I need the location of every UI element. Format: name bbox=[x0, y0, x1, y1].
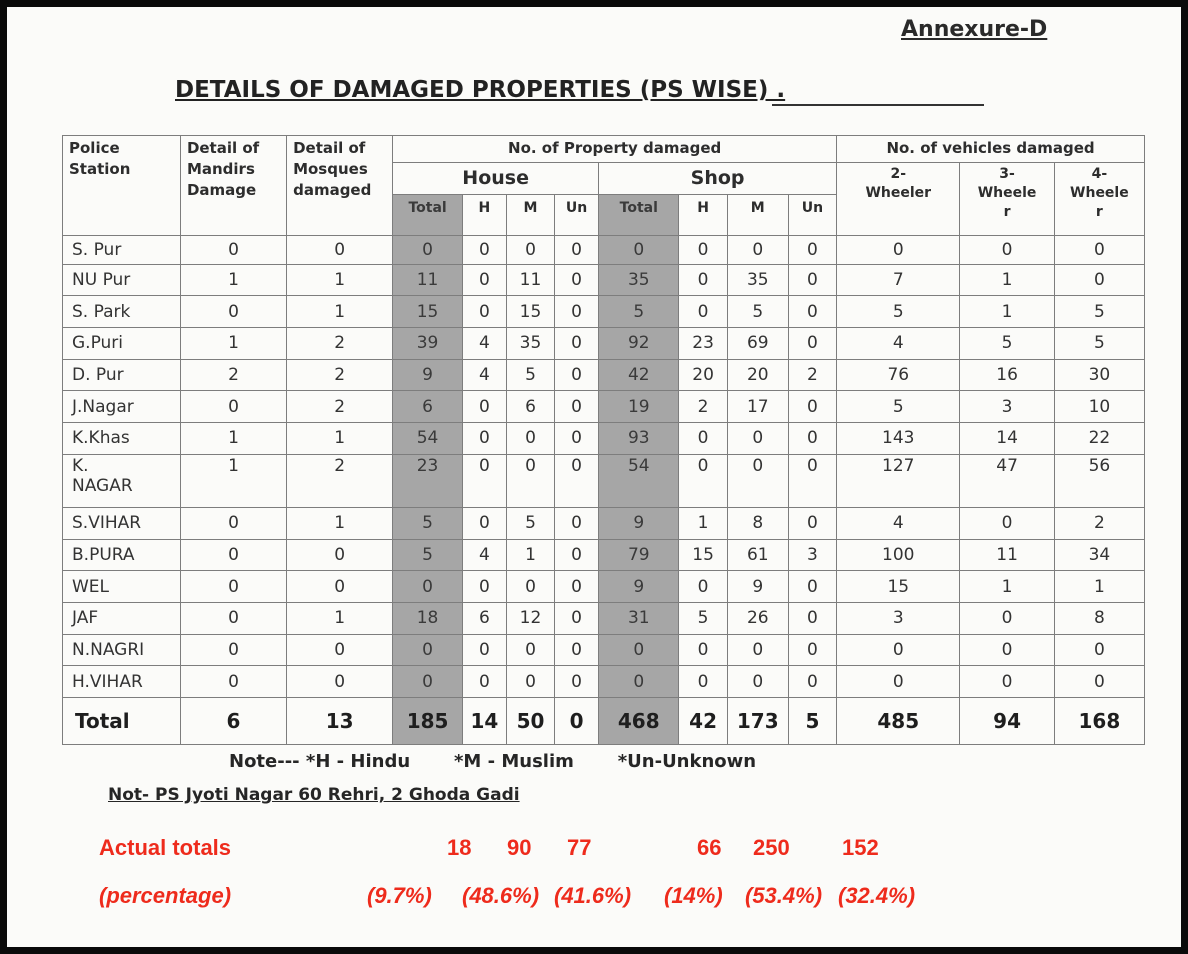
cell-house-m: 1 bbox=[506, 539, 554, 571]
cell-house-m: 0 bbox=[506, 666, 554, 698]
cell-shop-m: 69 bbox=[727, 328, 788, 360]
cell-shop-h: 0 bbox=[679, 571, 727, 603]
cell-shop-total: 92 bbox=[599, 328, 679, 360]
cell-house-un: 0 bbox=[555, 423, 599, 455]
header-3-wheeler: 3- Wheele r bbox=[960, 162, 1054, 236]
percentage-house-m: (48.6%) bbox=[462, 883, 540, 908]
cell-shop-total: 79 bbox=[599, 539, 679, 571]
table-row bbox=[63, 507, 1145, 539]
cell-2-wheeler: 127 bbox=[837, 454, 960, 507]
cell-house-m: 12 bbox=[506, 602, 554, 634]
cell-house-un: 0 bbox=[555, 697, 599, 744]
cell-station: S. Park bbox=[63, 296, 181, 328]
cell-house-un: 0 bbox=[555, 602, 599, 634]
percentage-shop-un: (32.4%) bbox=[838, 883, 916, 908]
cell-4-wheeler: 0 bbox=[1054, 666, 1144, 698]
cell-shop-total: 9 bbox=[599, 507, 679, 539]
cell-3-wheeler: 47 bbox=[960, 454, 1054, 507]
cell-house-h: 6 bbox=[462, 602, 506, 634]
cell-house-total: 5 bbox=[393, 507, 463, 539]
cell-house-h: 0 bbox=[462, 423, 506, 455]
cell-mosques: 2 bbox=[287, 391, 393, 423]
cell-4-wheeler: 30 bbox=[1054, 359, 1144, 391]
cell-3-wheeler: 94 bbox=[960, 697, 1054, 744]
cell-house-m: 11 bbox=[506, 264, 554, 296]
cell-shop-m: 0 bbox=[727, 634, 788, 666]
damaged-properties-table bbox=[62, 135, 1145, 745]
cell-4-wheeler: 0 bbox=[1054, 264, 1144, 296]
cell-mandirs: 1 bbox=[180, 423, 286, 455]
cell-house-m: 0 bbox=[506, 236, 554, 265]
cell-house-h: 0 bbox=[462, 454, 506, 507]
cell-station: J.Nagar bbox=[63, 391, 181, 423]
table-row bbox=[63, 296, 1145, 328]
cell-house-un: 0 bbox=[555, 296, 599, 328]
cell-house-h: 0 bbox=[462, 507, 506, 539]
cell-2-wheeler: 0 bbox=[837, 666, 960, 698]
cell-house-total: 23 bbox=[393, 454, 463, 507]
cell-shop-un: 0 bbox=[788, 507, 836, 539]
cell-shop-un: 0 bbox=[788, 391, 836, 423]
cell-station: S. Pur bbox=[63, 236, 181, 265]
cell-house-m: 5 bbox=[506, 359, 554, 391]
cell-mandirs: 0 bbox=[180, 634, 286, 666]
cell-shop-h: 0 bbox=[679, 236, 727, 265]
table-row bbox=[63, 264, 1145, 296]
cell-2-wheeler: 0 bbox=[837, 236, 960, 265]
cell-shop-h: 2 bbox=[679, 391, 727, 423]
cell-3-wheeler: 1 bbox=[960, 296, 1054, 328]
cell-shop-h: 20 bbox=[679, 359, 727, 391]
cell-4-wheeler: 2 bbox=[1054, 507, 1144, 539]
cell-3-wheeler: 3 bbox=[960, 391, 1054, 423]
cell-4-wheeler: 1 bbox=[1054, 571, 1144, 603]
header-shop-total: Total bbox=[599, 195, 679, 236]
cell-house-total: 0 bbox=[393, 666, 463, 698]
cell-house-un: 0 bbox=[555, 454, 599, 507]
cell-mosques: 0 bbox=[287, 539, 393, 571]
cell-station: WEL bbox=[63, 571, 181, 603]
cell-house-m: 5 bbox=[506, 507, 554, 539]
cell-mandirs: 0 bbox=[180, 296, 286, 328]
cell-mandirs: 1 bbox=[180, 328, 286, 360]
cell-house-h: 0 bbox=[462, 236, 506, 265]
cell-house-total: 0 bbox=[393, 571, 463, 603]
header-house-total: Total bbox=[393, 195, 463, 236]
cell-2-wheeler: 0 bbox=[837, 634, 960, 666]
header-shop-un: Un bbox=[788, 195, 836, 236]
cell-2-wheeler: 3 bbox=[837, 602, 960, 634]
cell-house-h: 0 bbox=[462, 571, 506, 603]
cell-house-h: 4 bbox=[462, 359, 506, 391]
cell-3-wheeler: 1 bbox=[960, 571, 1054, 603]
cell-shop-total: 0 bbox=[599, 666, 679, 698]
cell-shop-m: 173 bbox=[727, 697, 788, 744]
cell-shop-m: 5 bbox=[727, 296, 788, 328]
cell-house-total: 39 bbox=[393, 328, 463, 360]
cell-3-wheeler: 0 bbox=[960, 236, 1054, 265]
table-row bbox=[63, 634, 1145, 666]
cell-3-wheeler: 0 bbox=[960, 666, 1054, 698]
cell-4-wheeler: 56 bbox=[1054, 454, 1144, 507]
cell-station: K.Khas bbox=[63, 423, 181, 455]
header-mosques: Detail of Mosques damaged bbox=[287, 136, 393, 236]
cell-house-total: 18 bbox=[393, 602, 463, 634]
title-underline bbox=[772, 104, 984, 106]
cell-3-wheeler: 0 bbox=[960, 602, 1054, 634]
cell-3-wheeler: 0 bbox=[960, 507, 1054, 539]
cell-house-total: 9 bbox=[393, 359, 463, 391]
cell-3-wheeler: 16 bbox=[960, 359, 1054, 391]
cell-4-wheeler: 5 bbox=[1054, 296, 1144, 328]
cell-shop-h: 0 bbox=[679, 264, 727, 296]
cell-house-m: 0 bbox=[506, 454, 554, 507]
table-row bbox=[63, 328, 1145, 360]
cell-shop-total: 5 bbox=[599, 296, 679, 328]
header-shop: Shop bbox=[599, 162, 837, 195]
cell-shop-m: 9 bbox=[727, 571, 788, 603]
cell-house-h: 4 bbox=[462, 539, 506, 571]
cell-house-un: 0 bbox=[555, 359, 599, 391]
percentage-label: (percentage) bbox=[99, 883, 232, 908]
cell-mandirs: 0 bbox=[180, 539, 286, 571]
cell-house-un: 0 bbox=[555, 507, 599, 539]
cell-mosques: 2 bbox=[287, 454, 393, 507]
cell-house-m: 0 bbox=[506, 634, 554, 666]
cell-house-un: 0 bbox=[555, 539, 599, 571]
cell-shop-un: 2 bbox=[788, 359, 836, 391]
cell-house-m: 50 bbox=[506, 697, 554, 744]
cell-shop-total: 93 bbox=[599, 423, 679, 455]
cell-station: D. Pur bbox=[63, 359, 181, 391]
cell-4-wheeler: 8 bbox=[1054, 602, 1144, 634]
cell-4-wheeler: 168 bbox=[1054, 697, 1144, 744]
header-4-wheeler: 4- Wheele r bbox=[1054, 162, 1144, 236]
cell-4-wheeler: 0 bbox=[1054, 236, 1144, 265]
cell-shop-un: 0 bbox=[788, 264, 836, 296]
table-row bbox=[63, 359, 1145, 391]
cell-mandirs: 1 bbox=[180, 264, 286, 296]
cell-station: H.VIHAR bbox=[63, 666, 181, 698]
cell-4-wheeler: 34 bbox=[1054, 539, 1144, 571]
header-mandirs: Detail of Mandirs Damage bbox=[180, 136, 286, 236]
cell-2-wheeler: 15 bbox=[837, 571, 960, 603]
percentage-house-un: (41.6%) bbox=[554, 883, 632, 908]
cell-shop-total: 54 bbox=[599, 454, 679, 507]
cell-house-total: 15 bbox=[393, 296, 463, 328]
cell-2-wheeler: 5 bbox=[837, 391, 960, 423]
cell-house-h: 0 bbox=[462, 264, 506, 296]
footnote: Not- PS Jyoti Nagar 60 Rehri, 2 Ghoda Gadi bbox=[108, 785, 520, 805]
cell-house-total: 54 bbox=[393, 423, 463, 455]
legend-note: Note--- *H - Hindu *M - Muslim *Un-Unknown bbox=[229, 751, 757, 772]
actual-total-shop-un: 152 bbox=[842, 835, 879, 860]
cell-mosques: 1 bbox=[287, 423, 393, 455]
cell-station: N.NAGRI bbox=[63, 634, 181, 666]
cell-house-un: 0 bbox=[555, 391, 599, 423]
cell-mosques: 0 bbox=[287, 571, 393, 603]
cell-shop-m: 0 bbox=[727, 236, 788, 265]
cell-station: B.PURA bbox=[63, 539, 181, 571]
cell-station: G.Puri bbox=[63, 328, 181, 360]
cell-house-un: 0 bbox=[555, 328, 599, 360]
cell-house-total: 0 bbox=[393, 236, 463, 265]
cell-house-total: 185 bbox=[393, 697, 463, 744]
cell-shop-h: 42 bbox=[679, 697, 727, 744]
table-row bbox=[63, 391, 1145, 423]
cell-2-wheeler: 5 bbox=[837, 296, 960, 328]
table-row bbox=[63, 666, 1145, 698]
cell-station: K. NAGAR bbox=[63, 454, 181, 507]
cell-shop-un: 0 bbox=[788, 296, 836, 328]
cell-mandirs: 0 bbox=[180, 391, 286, 423]
cell-shop-h: 5 bbox=[679, 602, 727, 634]
cell-house-m: 0 bbox=[506, 571, 554, 603]
cell-shop-m: 26 bbox=[727, 602, 788, 634]
cell-2-wheeler: 4 bbox=[837, 507, 960, 539]
cell-house-h: 4 bbox=[462, 328, 506, 360]
cell-shop-h: 15 bbox=[679, 539, 727, 571]
cell-shop-m: 0 bbox=[727, 454, 788, 507]
cell-shop-h: 0 bbox=[679, 423, 727, 455]
cell-house-un: 0 bbox=[555, 666, 599, 698]
percentage-shop-h: (14%) bbox=[664, 883, 723, 908]
cell-mandirs: 0 bbox=[180, 236, 286, 265]
header-house: House bbox=[393, 162, 599, 195]
cell-mandirs: 2 bbox=[180, 359, 286, 391]
cell-house-h: 14 bbox=[462, 697, 506, 744]
table-row bbox=[63, 236, 1145, 265]
table-row bbox=[63, 454, 1145, 507]
cell-shop-m: 8 bbox=[727, 507, 788, 539]
header-house-un: Un bbox=[555, 195, 599, 236]
header-police-station: Police Station bbox=[63, 136, 181, 236]
cell-station: JAF bbox=[63, 602, 181, 634]
actual-total-shop-m: 250 bbox=[753, 835, 790, 860]
cell-shop-un: 0 bbox=[788, 454, 836, 507]
cell-house-un: 0 bbox=[555, 571, 599, 603]
cell-house-un: 0 bbox=[555, 264, 599, 296]
actual-total-shop-h: 66 bbox=[697, 835, 722, 860]
cell-shop-m: 20 bbox=[727, 359, 788, 391]
cell-shop-total: 35 bbox=[599, 264, 679, 296]
cell-2-wheeler: 143 bbox=[837, 423, 960, 455]
cell-shop-h: 23 bbox=[679, 328, 727, 360]
cell-shop-un: 0 bbox=[788, 423, 836, 455]
cell-2-wheeler: 485 bbox=[837, 697, 960, 744]
cell-4-wheeler: 0 bbox=[1054, 634, 1144, 666]
table-row bbox=[63, 423, 1145, 455]
cell-shop-m: 61 bbox=[727, 539, 788, 571]
cell-shop-total: 9 bbox=[599, 571, 679, 603]
percentage-shop-m: (53.4%) bbox=[745, 883, 823, 908]
header-property-group: No. of Property damaged bbox=[393, 136, 837, 163]
cell-shop-un: 5 bbox=[788, 697, 836, 744]
actual-total-house-h: 18 bbox=[447, 835, 472, 860]
cell-mosques: 13 bbox=[287, 697, 393, 744]
cell-mosques: 1 bbox=[287, 602, 393, 634]
cell-shop-un: 0 bbox=[788, 328, 836, 360]
cell-shop-total: 31 bbox=[599, 602, 679, 634]
cell-shop-total: 19 bbox=[599, 391, 679, 423]
annexure-label: Annexure-D bbox=[901, 17, 1048, 42]
cell-shop-m: 0 bbox=[727, 666, 788, 698]
cell-house-h: 0 bbox=[462, 634, 506, 666]
cell-mandirs: 0 bbox=[180, 571, 286, 603]
cell-3-wheeler: 5 bbox=[960, 328, 1054, 360]
cell-house-h: 0 bbox=[462, 296, 506, 328]
table-row bbox=[63, 539, 1145, 571]
cell-shop-un: 0 bbox=[788, 666, 836, 698]
actual-totals-label: Actual totals bbox=[99, 835, 232, 860]
cell-shop-m: 0 bbox=[727, 423, 788, 455]
cell-3-wheeler: 1 bbox=[960, 264, 1054, 296]
header-house-m: M bbox=[506, 195, 554, 236]
cell-mandirs: 0 bbox=[180, 507, 286, 539]
table-row bbox=[63, 571, 1145, 603]
cell-mosques: 2 bbox=[287, 359, 393, 391]
cell-4-wheeler: 5 bbox=[1054, 328, 1144, 360]
cell-shop-un: 0 bbox=[788, 236, 836, 265]
cell-shop-h: 0 bbox=[679, 634, 727, 666]
cell-2-wheeler: 7 bbox=[837, 264, 960, 296]
cell-mosques: 1 bbox=[287, 507, 393, 539]
header-vehicles-group: No. of vehicles damaged bbox=[837, 136, 1145, 163]
cell-station: NU Pur bbox=[63, 264, 181, 296]
actual-total-house-m: 90 bbox=[507, 835, 532, 860]
cell-2-wheeler: 4 bbox=[837, 328, 960, 360]
cell-3-wheeler: 14 bbox=[960, 423, 1054, 455]
cell-2-wheeler: 76 bbox=[837, 359, 960, 391]
cell-house-total: 0 bbox=[393, 634, 463, 666]
actual-total-house-un: 77 bbox=[567, 835, 592, 860]
percentage-house-h: (9.7%) bbox=[367, 883, 432, 908]
cell-station: Total bbox=[63, 697, 181, 744]
cell-shop-h: 0 bbox=[679, 454, 727, 507]
cell-house-h: 0 bbox=[462, 666, 506, 698]
header-shop-m: M bbox=[727, 195, 788, 236]
cell-mandirs: 1 bbox=[180, 454, 286, 507]
cell-mosques: 1 bbox=[287, 296, 393, 328]
cell-station: S.VIHAR bbox=[63, 507, 181, 539]
cell-mosques: 2 bbox=[287, 328, 393, 360]
total-row bbox=[63, 697, 1145, 744]
cell-mandirs: 6 bbox=[180, 697, 286, 744]
cell-mandirs: 0 bbox=[180, 602, 286, 634]
cell-shop-m: 17 bbox=[727, 391, 788, 423]
cell-house-total: 6 bbox=[393, 391, 463, 423]
cell-mosques: 0 bbox=[287, 666, 393, 698]
cell-house-m: 35 bbox=[506, 328, 554, 360]
cell-mosques: 1 bbox=[287, 264, 393, 296]
table-row bbox=[63, 602, 1145, 634]
cell-shop-total: 0 bbox=[599, 634, 679, 666]
cell-shop-total: 42 bbox=[599, 359, 679, 391]
cell-4-wheeler: 10 bbox=[1054, 391, 1144, 423]
cell-shop-h: 0 bbox=[679, 296, 727, 328]
cell-shop-un: 0 bbox=[788, 634, 836, 666]
cell-mosques: 0 bbox=[287, 236, 393, 265]
header-2-wheeler: 2- Wheeler bbox=[837, 162, 960, 236]
cell-house-un: 0 bbox=[555, 634, 599, 666]
cell-house-h: 0 bbox=[462, 391, 506, 423]
cell-house-un: 0 bbox=[555, 236, 599, 265]
cell-shop-h: 1 bbox=[679, 507, 727, 539]
cell-2-wheeler: 100 bbox=[837, 539, 960, 571]
cell-shop-h: 0 bbox=[679, 666, 727, 698]
cell-shop-un: 3 bbox=[788, 539, 836, 571]
cell-house-total: 5 bbox=[393, 539, 463, 571]
header-shop-h: H bbox=[679, 195, 727, 236]
cell-3-wheeler: 0 bbox=[960, 634, 1054, 666]
cell-shop-total: 468 bbox=[599, 697, 679, 744]
cell-4-wheeler: 22 bbox=[1054, 423, 1144, 455]
cell-shop-un: 0 bbox=[788, 571, 836, 603]
cell-house-total: 11 bbox=[393, 264, 463, 296]
cell-shop-m: 35 bbox=[727, 264, 788, 296]
page-title: DETAILS OF DAMAGED PROPERTIES (PS WISE) . bbox=[175, 77, 786, 103]
cell-mandirs: 0 bbox=[180, 666, 286, 698]
cell-mosques: 0 bbox=[287, 634, 393, 666]
header-house-h: H bbox=[462, 195, 506, 236]
cell-house-m: 6 bbox=[506, 391, 554, 423]
cell-shop-un: 0 bbox=[788, 602, 836, 634]
cell-3-wheeler: 11 bbox=[960, 539, 1054, 571]
cell-house-m: 15 bbox=[506, 296, 554, 328]
cell-house-m: 0 bbox=[506, 423, 554, 455]
cell-shop-total: 0 bbox=[599, 236, 679, 265]
